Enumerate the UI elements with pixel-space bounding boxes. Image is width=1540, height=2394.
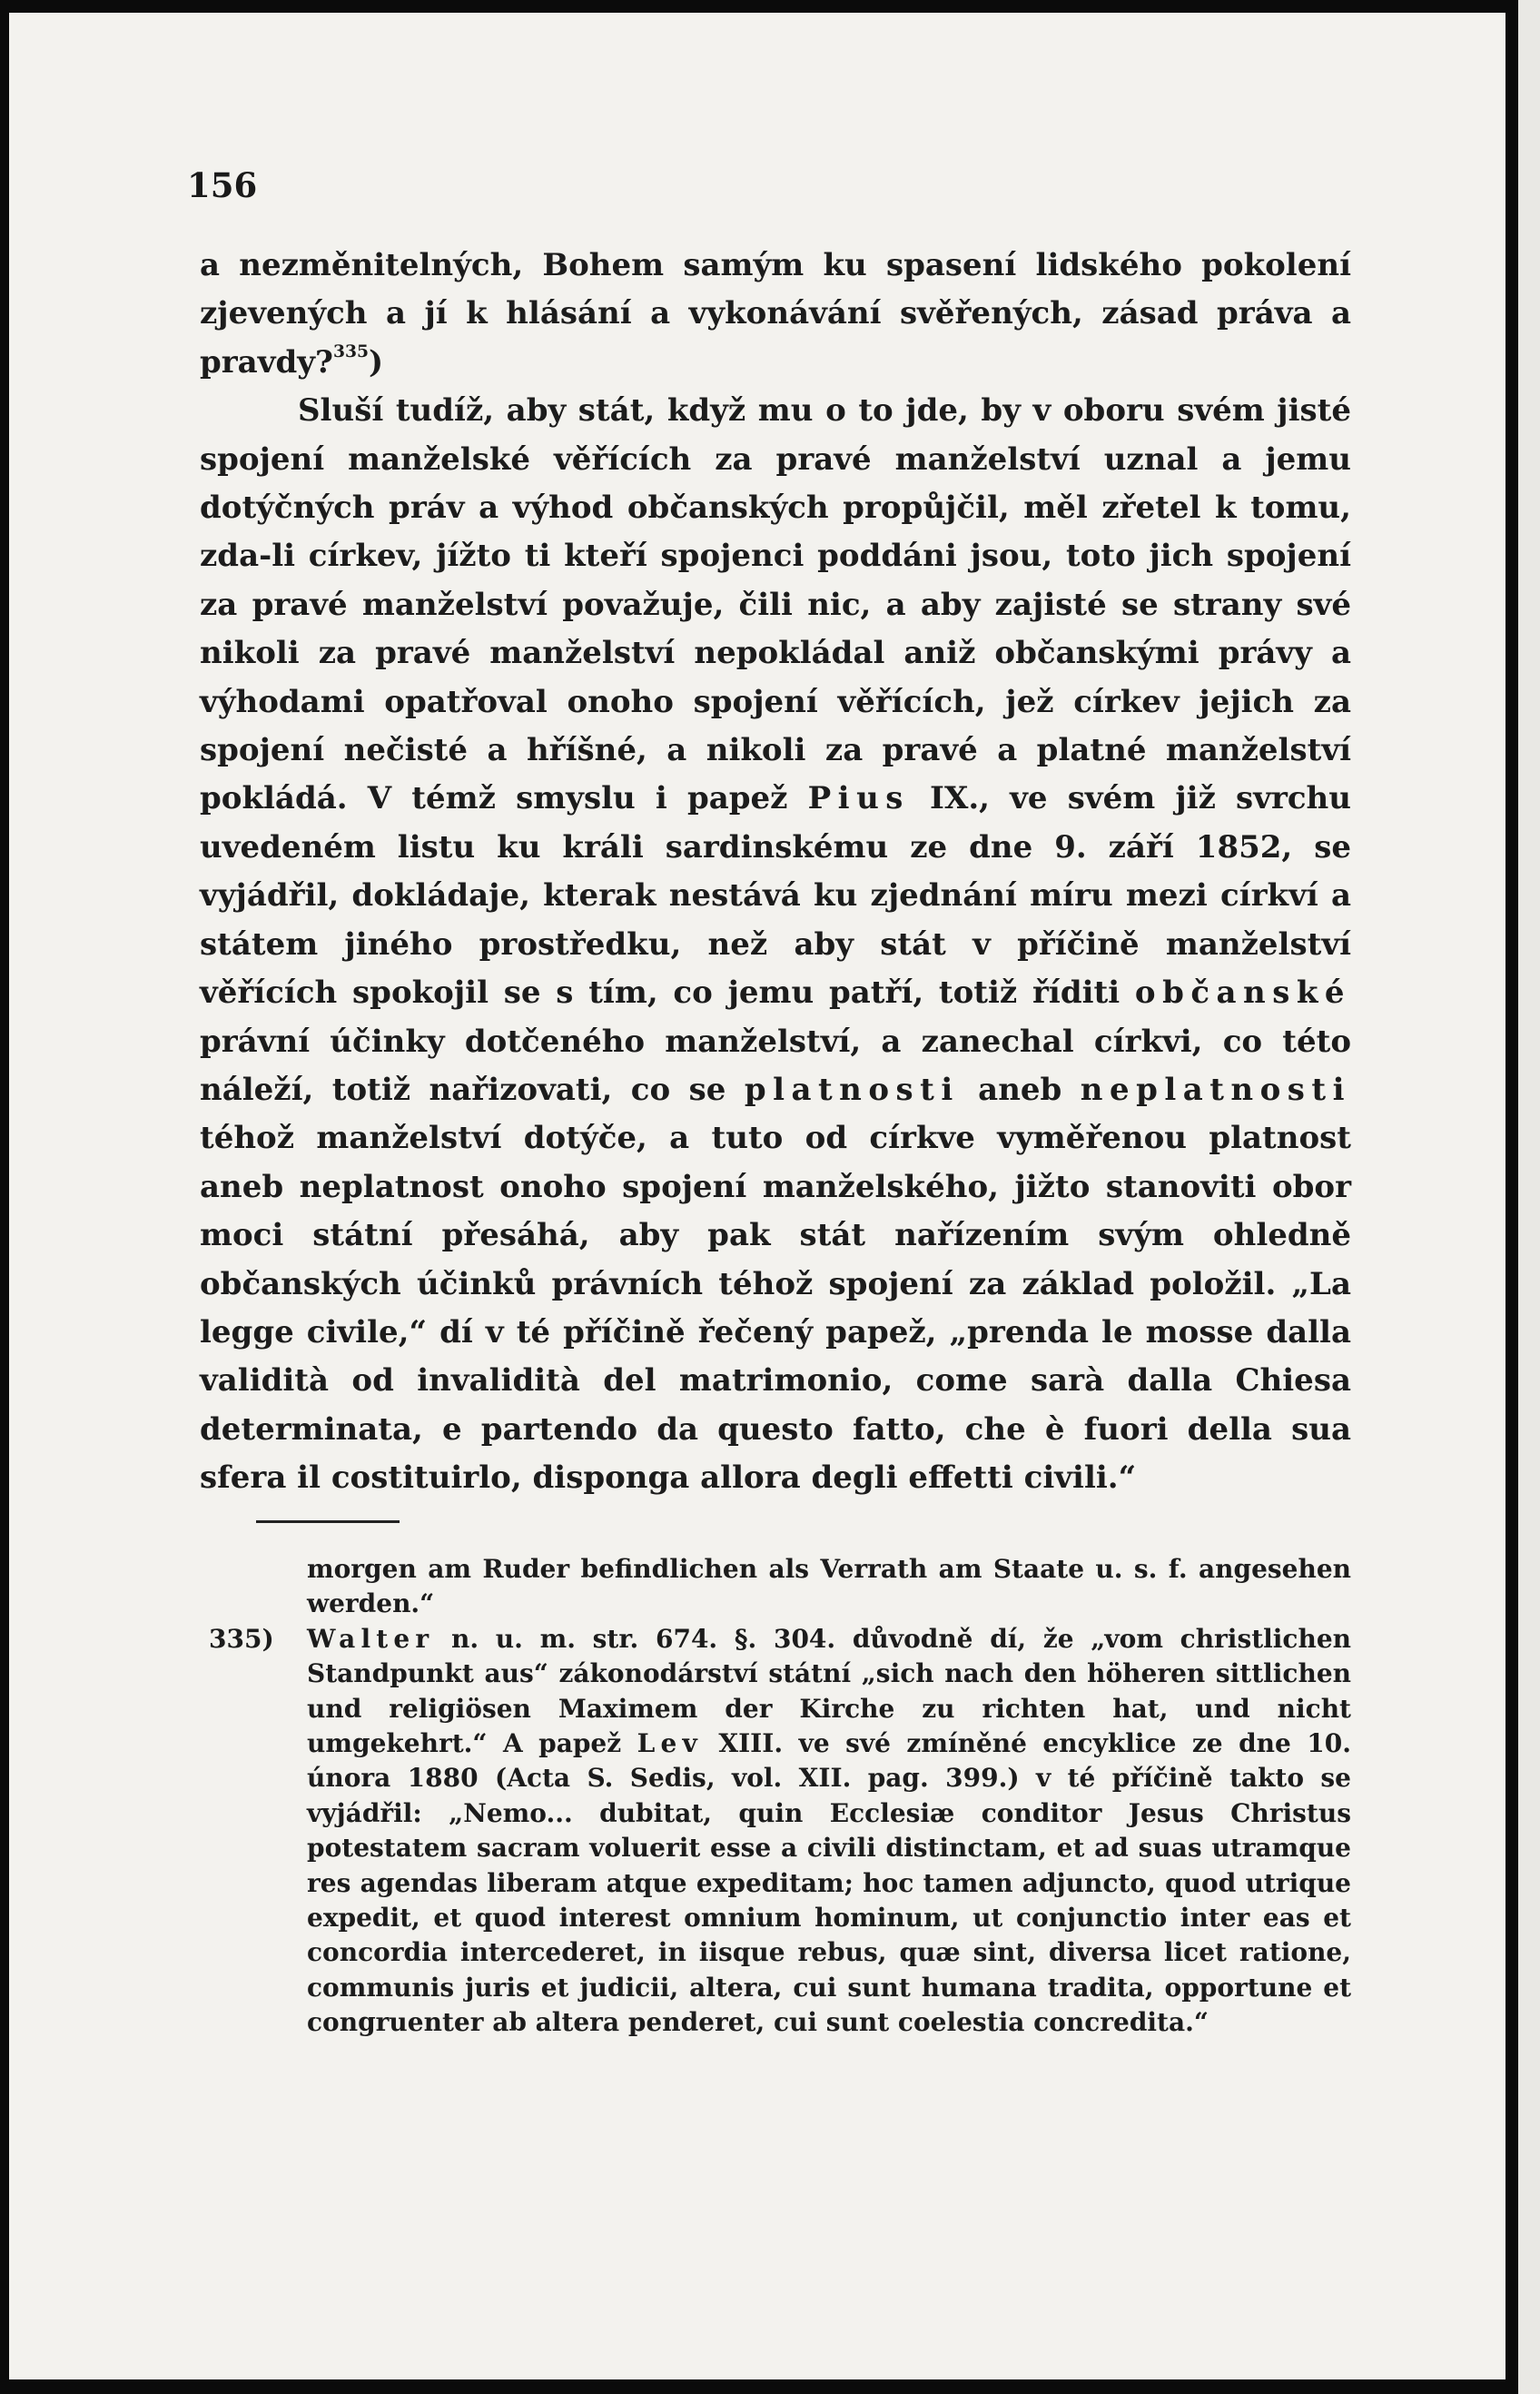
paragraph-2-part-c: právní účinky dotčeného manželství, a zanechal církvi, co této náleží, totiž nařizovati, co se [200, 1023, 1351, 1108]
paragraph-1-text: a nezměnitelných, Bohem samým ku spasení lidského pokolení zjevených a jí k hlásání a vykonávání svěřených, zásad práva a pravdy? [200, 247, 1351, 381]
footnotes [209, 1552, 1351, 2041]
paragraph-2-part-b: IX., ve svém již svrchu uvedeném listu ku králi sardinskému ze dne 9. září 1852, se vyjádřil, dokládaje, kterak nestává ku zjednání míru mezi církví a státem jiného prostředku, než aby stát v příčině manželství věřících spokojil se s tím, co jemu patří, totiž říditi [200, 780, 1352, 1012]
paragraph-2-part-a: Sluší tudíž, aby stát, když mu o to jde, by v oboru svém jisté spojení manželské věřících za pravé manželství uznal a jemu dotýčných práv a výhod občanských propůjčil, měl zřetel k tomu, zda-li církev, jížto ti kteří spojenci poddáni jsou, toto jich spojení za pravé manželství považuje, čili nic, a aby zajisté se strany své nikoli za pravé manželství nepokládal aniž občanskými právy a výhodami opatřoval onoho spojení věřících, jež církev jejich za spojení nečisté a hříšné, a nikoli za pravé a platné manželství pokládá. V témž smyslu i papež [200, 392, 1351, 817]
page-number: 156 [187, 165, 258, 205]
footnote-ref-close: ) [368, 343, 384, 381]
footnote-335-marker: 335) [209, 1623, 274, 1654]
footnote-335-part-a: n. u. m. str. 674. §. 304. důvodně dí, že „vom christlichen Standpunkt aus“ zákonodárství státní „sich nach den höheren sittlichen und religiösen Maximem der Kirche zu richten hat, und nicht umgekehrt.“ A papež [307, 1623, 1351, 1759]
spaced-neplatnosti: neplatnosti [1080, 1071, 1351, 1108]
book-page [9, 13, 1505, 2379]
paragraph-2-part-e: téhož manželství dotýče, a tuto od církve vyměřenou platnost aneb neplatnost onoho spojení manželského, jižto stanoviti obor moci státní přesáhá, aby pak stát nařízením svým ohledně občanských účinků právních téhož spojení za základ položil. „La legge civile,“ dí v té příčině řečený papež, „prenda le mosse dalla validità od invalidità del matrimonio, come sarà dalla Chiesa determinata, e partendo da questo fatto, che è fuori della sua sfera il costituirlo, disponga allora degli effetti civili.“ [200, 1120, 1351, 1497]
main-text [200, 242, 1351, 1503]
footnote-continued: morgen am Ruder befindlichen als Verrath am Staate u. s. f. angesehen werden.“ [307, 1554, 1351, 1619]
footnote-335-part-b: XIII. ve své zmíněné encyklice ze dne 10. února 1880 (Acta S. Sedis, vol. XII. pag. 399.) v té příčině takto se vyjádřil: „Nemo... dubitat, quin Ecclesiæ conditor Jesus Christus potestatem sacram voluerit esse a civili distinctam, et ad suas utramque res agendas liberam atque expeditam; hoc tamen adjuncto, quod utrique expedit, et quod interest omnium hominum, ut conjunctio inter eas et concordia intercederet, in iisque rebus, quæ sint, diversa licet ratione, communis juris et judicii, altera, cui sunt humana tradita, opportune et congruenter ab altera penderet, cui sunt coelestia concredita.“ [307, 1728, 1351, 2038]
paragraph-2 [200, 387, 1351, 1502]
paragraph-1 [200, 242, 1351, 387]
spaced-platnosti: platnosti [744, 1071, 960, 1108]
footnote-separator [256, 1520, 400, 1523]
spaced-pius: Pius [807, 780, 910, 817]
footnote-ref-335: 335 [332, 341, 369, 361]
spaced-obcanske: občanské [1134, 974, 1351, 1012]
scan-edge [1518, 0, 1540, 2394]
spaced-lev: Lev [637, 1728, 703, 1759]
footnote-335 [209, 1622, 1351, 2041]
spaced-walter: Walter [307, 1623, 435, 1654]
paragraph-2-part-d: aneb [959, 1071, 1081, 1108]
